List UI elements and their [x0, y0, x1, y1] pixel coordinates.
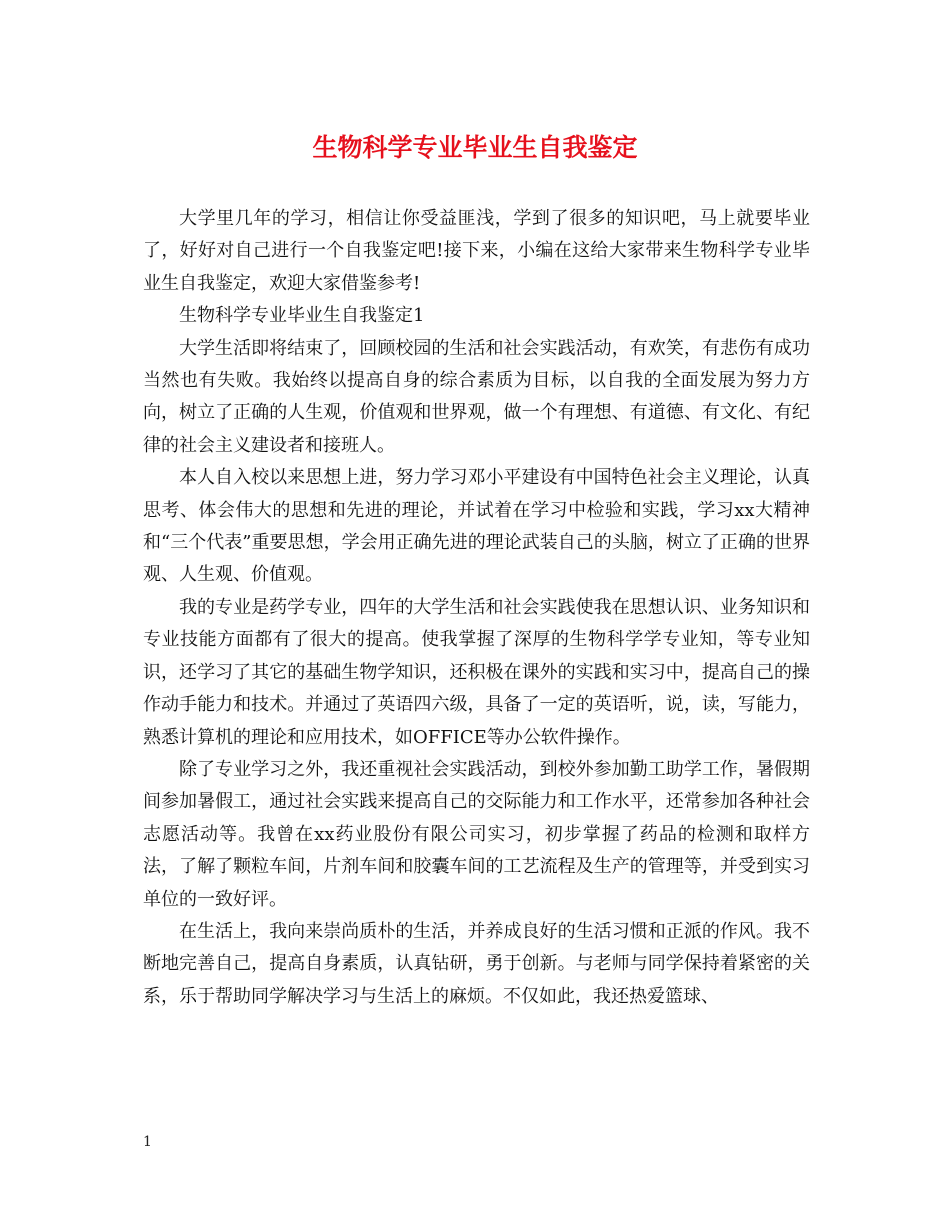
body-paragraph: 在生活上，我向来崇尚质朴的生活，并养成良好的生活习惯和正派的作风。我不断地完善自己，提高自身素质，认真钻研，勇于创新。与老师与同学保持着紧密的关系，乐于帮助同学解决学习与生活上的麻烦。不仅如此，我还热爱篮球、: [143, 920, 810, 1007]
page-title: 生物科学专业毕业生自我鉴定: [312, 133, 638, 162]
section-heading: 生物科学专业毕业生自我鉴定1: [179, 305, 425, 327]
document-body: [143, 203, 810, 1013]
body-paragraph: 本人自入校以来思想上进，努力学习邓小平建设有中国特色社会主义理论，认真思考、体会伟大的思想和先进的理论，并试着在学习中检验和实践，学习xx大精神和“三个代表”重要思想，学会用正确先进的理论武装自己的头脑，树立了正确的世界观、人生观、价值观。: [143, 467, 810, 586]
intro-paragraph: 大学里几年的学习，相信让你受益匪浅，学到了很多的知识吧，马上就要毕业了，好好对自己进行一个自我鉴定吧!接下来，小编在这给大家带来生物科学专业毕业生自我鉴定，欢迎大家借鉴参考!: [143, 208, 810, 294]
body-paragraph: 大学生活即将结束了，回顾校园的生活和社会实践活动，有欢笑，有悲伤有成功当然也有失败。我始终以提高自身的综合素质为目标，以自我的全面发展为努力方向，树立了正确的人生观，价值观和世界观，做一个有理想、有道德、有文化、有纪律的社会主义建设者和接班人。: [143, 337, 810, 456]
body-paragraph: 除了专业学习之外，我还重视社会实践活动，到校外参加勤工助学工作，暑假期间参加暑假工，通过社会实践来提高自己的交际能力和工作水平，还常参加各种社会志愿活动等。我曾在xx药业股份有限公司实习，初步掌握了药品的检测和取样方法，了解了颗粒车间，片剂车间和胶囊车间的工艺流程及生产的管理等，并受到实习单位的一致好评。: [143, 758, 810, 910]
page-number: 1: [143, 1134, 152, 1150]
body-paragraph: 我的专业是药学专业，四年的大学生活和社会实践使我在思想认识、业务知识和专业技能方面都有了很大的提高。使我掌握了深厚的生物科学学专业知，等专业知识，还学习了其它的基础生物学知识，还积极在课外的实践和实习中，提高自己的操作动手能力和技术。并通过了英语四六级，具备了一定的英语听，说，读，写能力，熟悉计算机的理论和应用技术，如OFFICE等办公软件操作。: [143, 596, 810, 748]
